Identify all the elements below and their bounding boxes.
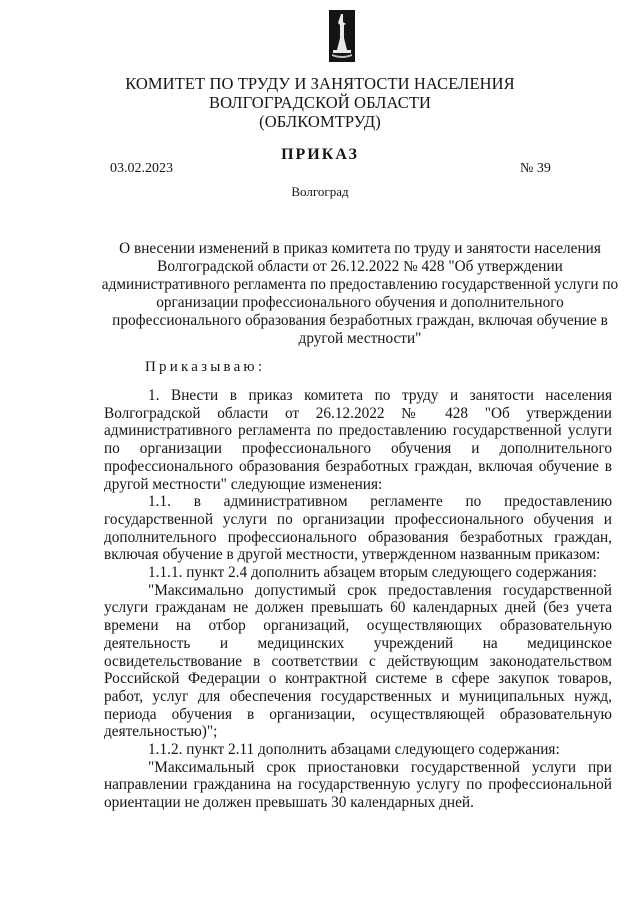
org-short-name: (ОБЛКОМТРУД) (259, 112, 381, 131)
document-number: № 39 (520, 161, 551, 176)
paragraph-1-1-2: 1.1.2. пункт 2.11 дополнить абзацами следующего содержания: (148, 741, 560, 759)
org-name-line-2: ВОЛГОГРАДСКОЙ ОБЛАСТИ (208, 93, 432, 112)
document-title: ПРИКАЗ (281, 146, 359, 163)
order-word: Приказываю: (145, 359, 266, 375)
paragraph-quote-1: "Максимально допустимый срок предоставления государственной услуги гражданам не должен превышать 60 календарных дней (без учета времени на отбор организаций, осуществляющих образовательную деятельность и медицинских учреждений на медицинское освидетельствование в соответствии с действующим законодательством Российской Федерации о контрактной системе в сфере закупок товаров, работ, услуг для обеспечения государственных и муниципальных нужд, периода обучения в организации, осуществляющей образовательную деятельностью)"; (104, 581, 612, 741)
document-body (104, 387, 612, 812)
paragraph-1: 1. Внести в приказ комитета по труду и занятости населения Волгоградской области от 26.12.2022 № 428 "Об утверждении административного регламента по предоставлению государственной услуги по организации профессионального обучения и дополнительного профессионального образования безработных граждан, включая обучение в другой местности" следующие изменения: (104, 387, 612, 493)
org-name-line-1: КОМИТЕТ ПО ТРУДУ И ЗАНЯТОСТИ НАСЕЛЕНИЯ (125, 74, 515, 93)
document-date: 03.02.2023 (110, 161, 173, 176)
paragraph-quote-2: "Максимальный срок приостановки государственной услуги при направлении гражданина на государственную услугу по профессиональной ориентации не должен превышать 30 календарных дней. (104, 758, 612, 812)
emblem-logo (329, 10, 355, 62)
document-city: Волгоград (291, 184, 349, 199)
paragraph-1-1-1: 1.1.1. пункт 2.4 дополнить абзацем вторым следующего содержания: (148, 564, 597, 582)
document-subject: О внесении изменений в приказ комитета по труду и занятости населения Волгоградской области от 26.12.2022 № 428 "Об утверждении административного регламента по предоставлению государственной услуги по организации профессионального обучения и дополнительного профессионального образования безработных граждан, включая обучение в другой местности" (101, 240, 619, 347)
paragraph-1-1: 1.1. в административном регламенте по предоставлению государственной услуги по организации профессионального обучения и дополнительного профессионального образования безработных граждан, включая обучение в другой местности, утвержденном названным приказом: (104, 493, 612, 564)
volgograd-emblem-icon (329, 10, 355, 62)
